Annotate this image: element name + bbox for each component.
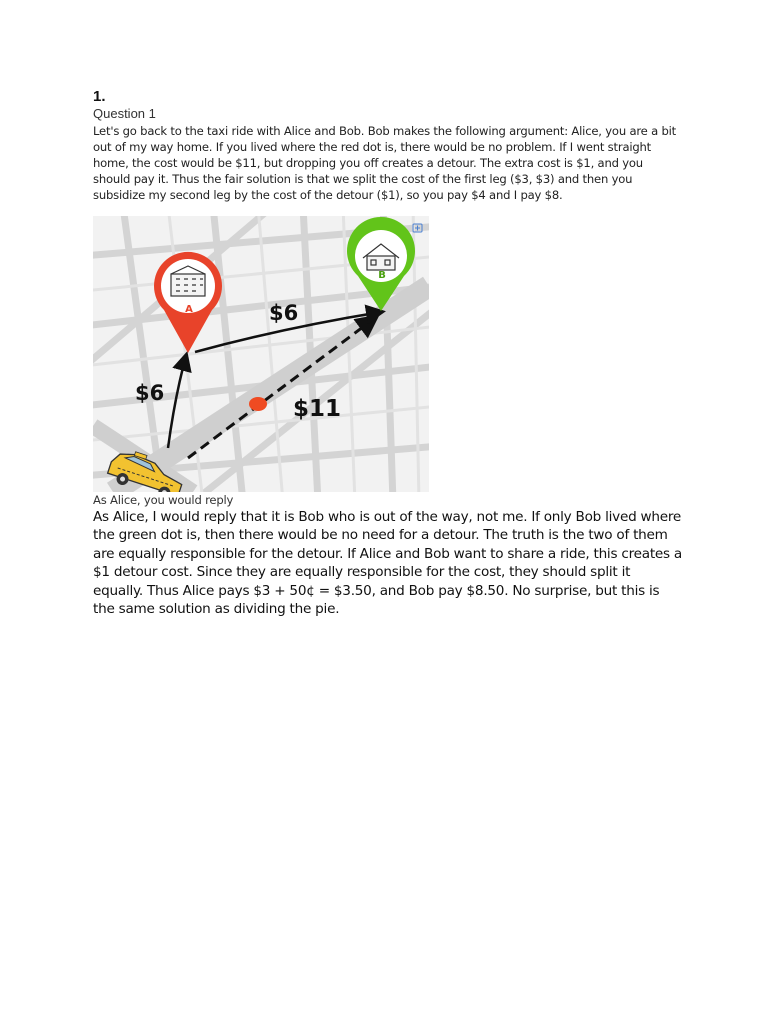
- question-label: Question 1: [93, 106, 156, 121]
- question-prompt: Let's go back to the taxi ride with Alice and Bob. Bob makes the following argument: Alice, you are a bit out of my way home. If you lived where the red dot is, there would be no problem. If I went straight home, the cost would be $11, but dropping you off creates a detour. The extra cost is $1, and you should pay it. Thus the fair solution is that we split the cost of the first leg ($3, $3) and then you subsidize my second leg by the cost of the detour ($1), so you pay $4 and I pay $8.: [93, 124, 677, 202]
- red-dot: [249, 397, 267, 411]
- pin-a-letter: A: [185, 304, 193, 315]
- leg-one-cost-label: $6: [135, 381, 165, 405]
- direct-cost-label: $11: [293, 396, 342, 422]
- question-block: [93, 88, 683, 618]
- question-number: 1.: [93, 88, 106, 105]
- pin-b-letter: B: [378, 270, 386, 281]
- answer-caption: As Alice, you would reply: [93, 493, 234, 507]
- answer-text: As Alice, I would reply that it is Bob who is out of the way, not me. If only Bob lived where the green dot is, then there would be no need for a detour. The truth is the two of them are equally responsible for the detour. If Alice and Bob want to share a ride, this creates a $1 detour cost. Since they are equally responsible for the cost, they should split it equally. Thus Alice pays $3 + 50¢ = $3.50, and Bob pay $8.50. No surprise, but this is the same solution as dividing the pie.: [93, 509, 682, 618]
- taxi-map-figure: [93, 216, 429, 492]
- leg-two-cost-label: $6: [269, 301, 299, 325]
